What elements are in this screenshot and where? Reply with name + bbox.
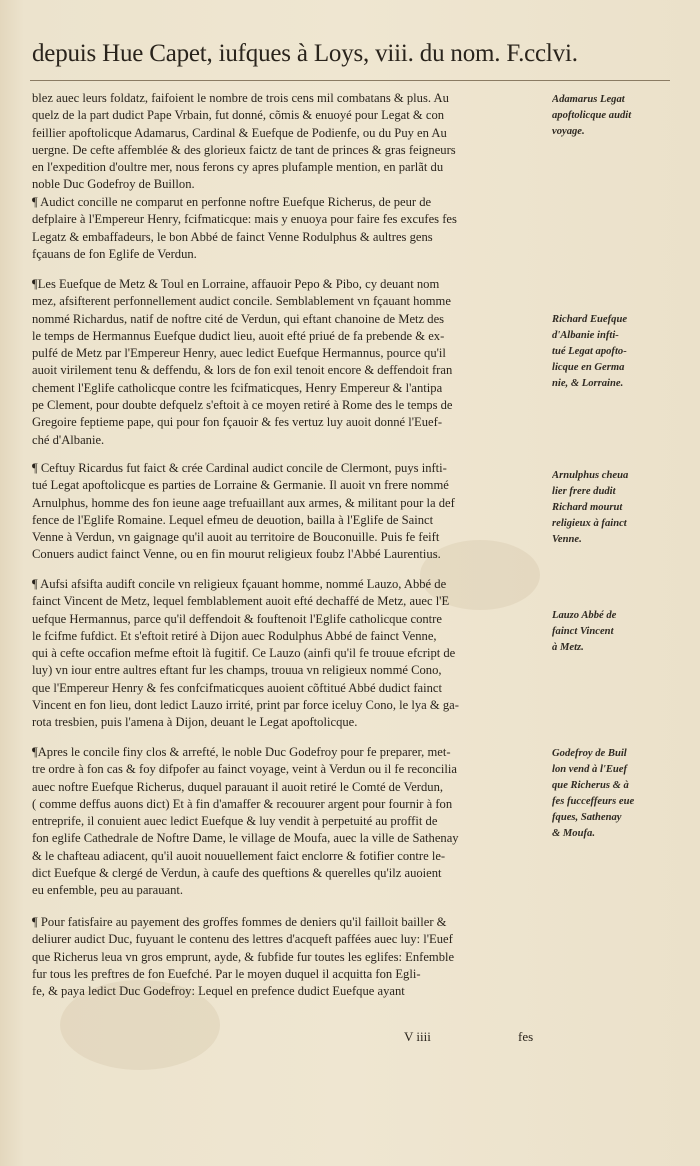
margin-note-line: Venne. [552, 534, 582, 545]
margin-note-line: religieux à fainct [552, 518, 627, 529]
text-line: fur tous les preftres de fon Euefché. Par le moyen duquel il acquitta fon Egli- [32, 966, 421, 981]
text-line: tué Legat apoftolicque es parties de Lorraine & Germanie. Il auoit vn frere nommé [32, 478, 449, 493]
text-line: Venne à Verdun, vn gaignage qu'il auoit au territoire de Bouconuille. Puis fe feift [32, 530, 440, 545]
text-line: que l'Empereur Henry & fes confcifmaticques auoient cõftitué Abbé dudict fainct [32, 680, 443, 695]
text-line: dict Euefque & clergé de Verdun, à caufe des queftions & querelles qu'ilz auoient [32, 866, 442, 881]
text-line: defplaire à l'Empereur Henry, fcifmaticque: mais y enuoya pour faire fes excufes fes [32, 212, 457, 227]
text-line: fe, & paya ledict Duc Godefroy: Lequel en prefence dudict Euefque ayant [32, 984, 405, 999]
margin-note-line: Godefroy de Buil [552, 748, 627, 759]
text-line: qui à cefte occafion mefme eftoit là fugitif. Ce Lauzo (ainfi qu'il fe trouue efcript de [32, 646, 456, 661]
text-line: le fcifme fufdict. Et s'eftoit retiré à Dijon auec Rodulphus Abbé de fainct Venne, [32, 628, 437, 643]
paragraph [32, 194, 548, 263]
catchword: fes [518, 1029, 534, 1044]
paragraph [32, 276, 548, 449]
paragraph [32, 914, 548, 1000]
header-rule [30, 80, 670, 81]
text-line: rota tresbien, puis l'amena à Dijon, deuant le Legat apoftolicque. [32, 715, 358, 730]
text-line: fence de l'Eglife Romaine. Lequel efmeu de deuotion, bailla à l'Eglife de Sainct [32, 512, 434, 527]
text-line: ¶Les Euefque de Metz & Toul en Lorraine, affauoir Pepo & Pibo, cy deuant nom [32, 277, 440, 291]
text-line: ¶ Pour fatisfaire au payement des groffes fommes de deniers qu'il failloit bailler & [32, 915, 447, 929]
text-line: en l'expedition d'oultre mer, nous ferons cy apres plufample mention, en parlãt du [32, 160, 444, 175]
text-line: Conuers audict fainct Venne, ou en fin mourut religieux foubz l'Abbé Laurentius. [32, 547, 441, 562]
paragraph [32, 744, 548, 900]
text-line: le temps de Hermannus Euefque dudict lieu, auoit efté priué de fa prebende & ex- [32, 328, 445, 343]
text-line: uefque Hermannus, parce qu'il deffendoit & fouftenoit l'Eglife catholicque contre [32, 611, 442, 626]
margin-note [552, 746, 672, 842]
margin-note-line: que Richerus & à [552, 780, 629, 791]
text-line: ¶ Ceftuy Ricardus fut faict & crée Cardinal audict concile de Clermont, puys infti- [32, 461, 447, 475]
text-line: uergne. De cefte affemblée & des glorieux faictz de tant de princes & gras feigneurs [32, 142, 456, 157]
text-line: fainct Vincent de Metz, lequel femblablement auoit efté dechaffé de Metz, auec l'E [32, 594, 450, 609]
text-line: quelz de la part dudict Pape Vrbain, fut donné, cõmis & enuoyé pour Legat & con [32, 108, 445, 123]
text-line: eu enfemble, peu au parauant. [32, 883, 184, 898]
text-line: entreprife, il conuient auec ledict Euefque & luy vendit à perpetuité au proffit de [32, 814, 438, 829]
text-line: luy) vn iour entre aultres eftant fur les champs, trouua vn religieux nommé Cono, [32, 663, 442, 678]
text-line: mez, afsifterent perfonnellement audict concile. Semblablement vn fçauant homme [32, 294, 451, 309]
margin-note-line: tué Legat apofto- [552, 346, 627, 357]
text-line: Gregoire feptieme pape, qui pour fon fçauoir & fes vertuz luy auoit donné l'Euef- [32, 415, 443, 430]
text-line: nommé Richardus, natif de noftre cité de Verdun, qui eftant chanoine de Metz des [32, 311, 445, 326]
margin-note [552, 92, 672, 140]
text-line: deliurer audict Duc, fuyuant le contenu des lettres d'acqueft paffées auec luy: l'Euef [32, 932, 453, 947]
margin-note-line: & Moufa. [552, 828, 595, 839]
text-line: ¶ Audict concille ne comparut en perfonne noftre Euefque Richerus, de peur de [32, 195, 432, 209]
margin-note-line: à Metz. [552, 642, 584, 653]
margin-note-line: apoftolicque audit [552, 110, 632, 121]
margin-note-line: licque en Germa [552, 362, 625, 373]
running-title: depuis Hue Capet, iufques à Loys, viii. du nom. [32, 40, 501, 67]
text-line: auoit virilement tenu & deffendu, & lors de fon exil tenoit encore & deffendoit fran [32, 363, 453, 378]
margin-note-line: Richard Euefque [552, 314, 628, 325]
margin-note-line: lier frere dudit [552, 486, 616, 497]
text-line: fçauans de fon Eglife de Verdun. [32, 246, 197, 261]
text-line: chement l'Eglife catholicque contre les fcifmaticques, Henry Empereur & l'antipa [32, 380, 443, 395]
text-line: Arnulphus, homme des fon ieune aage trefuaillant aux armes, & militant pour la def [32, 495, 455, 510]
text-line: feillier apoftolicque Adamarus, Cardinal & Euefque de Podienfe, ou du Puy en Au [32, 125, 447, 140]
paragraph [32, 576, 548, 732]
margin-note-line: Richard mourut [552, 502, 623, 513]
margin-note-line: fques, Sathenay [552, 812, 622, 823]
margin-note-line: nie, & Lorraine. [552, 378, 624, 389]
margin-note [552, 608, 672, 656]
text-line: ¶Apres le concile finy clos & arrefté, le noble Duc Godefroy pour fe preparer, met- [32, 745, 451, 759]
margin-note-line: Adamarus Legat [552, 94, 625, 105]
text-line: que Richerus leua vn gros emprunt, ayde, & fubfide fur toutes les eglifes: Enfemble [32, 949, 455, 964]
text-line: pe Clement, pour doubte defquelz s'eftoit à ce moyen retiré à Rome des le temps de [32, 398, 453, 413]
margin-note-line: fes fucceffeurs eue [552, 796, 635, 807]
margin-note [552, 468, 672, 548]
margin-note-line: Lauzo Abbé de [552, 610, 617, 621]
running-header [32, 40, 672, 68]
text-line: ( comme deffus auons dict) Et à fin d'amaffer & recouurer argent pour fournir à fon [32, 796, 453, 811]
text-line: & le chafteau adiacent, qu'il auoit nouuellement faict enclorre & fotifier contre le- [32, 848, 446, 863]
text-line: Legatz & embaffadeurs, le bon Abbé de fainct Venne Rodulphus & aultres gens [32, 229, 433, 244]
signature-mark: V iiii [404, 1029, 431, 1044]
folio-number: F.cclvi. [506, 40, 578, 67]
text-line: ché d'Albanie. [32, 432, 105, 447]
text-line: ¶ Aufsi afsifta audift concile vn religieux fçauant homme, nommé Lauzo, Abbé de [32, 577, 447, 591]
margin-note-line: fainct Vincent [552, 626, 614, 637]
margin-note-line: Arnulphus cheua [552, 470, 629, 481]
text-line: noble Duc Godefroy de Buillon. [32, 177, 195, 192]
text-line: Vincent en fon lieu, dont ledict Lauzo irrité, print par force iceluy Cono, le lya & ga- [32, 698, 459, 713]
paragraph [32, 90, 548, 194]
margin-note-line: voyage. [552, 126, 585, 137]
paragraph [32, 460, 548, 564]
margin-note-line: lon vend à l'Euef [552, 764, 628, 775]
text-line: fon eglife Cathedrale de Noftre Dame, le village de Moufa, auec la ville de Sathenay [32, 831, 459, 846]
text-line: tre ordre à fon cas & foy difpofer au fainct voyage, veint à Verdun ou il fe reconcilia [32, 762, 457, 777]
text-line: auec noftre Euefque Richerus, duquel parauant il auoit retiré le Comté de Verdun, [32, 779, 444, 794]
text-line: pulfé de Metz par l'Empereur Henry, auec ledict Euefque Hermannus, pource qu'il [32, 346, 446, 361]
margin-note [552, 312, 672, 392]
margin-note-line: d'Albanie infti- [552, 330, 619, 341]
text-line: blez auec leurs foldatz, faifoient le nombre de trois cens mil combatans & plus. Au [32, 91, 449, 105]
